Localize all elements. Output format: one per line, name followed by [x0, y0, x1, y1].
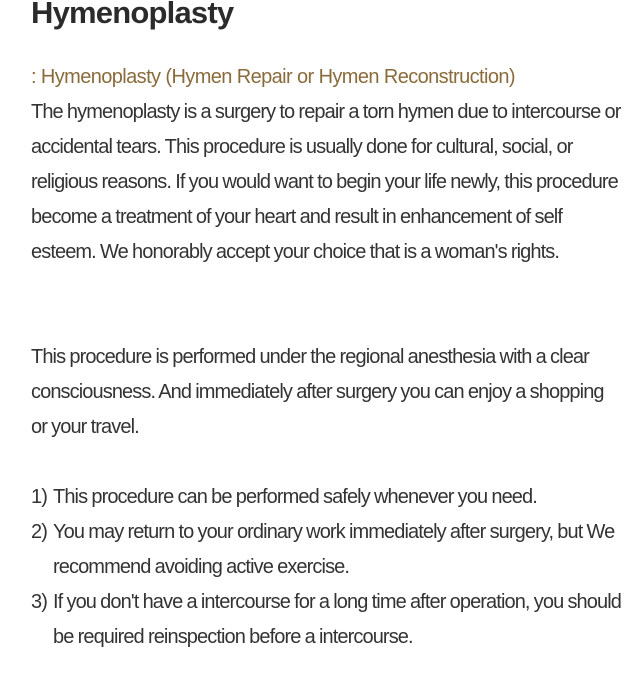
list-item-number: 2): [31, 521, 47, 543]
page-title: Hymenoplasty: [31, 0, 234, 30]
spacer: [31, 445, 621, 480]
list-item-text: This procedure can be performed safely whenever you need.: [53, 486, 537, 508]
list-item-number: 1): [31, 486, 47, 508]
list-item-text: You may return to your ordinary work immediately after surgery, but We recommend avoiding active exercise.: [53, 521, 615, 578]
procedure-paragraph: This procedure is performed under the regional anesthesia with a clear consciousness. And immediately after surgery you can enjoy a shopping or your travel.: [31, 346, 604, 438]
list-item: [31, 515, 621, 585]
page-content: [31, 0, 621, 655]
list-item: [31, 585, 621, 655]
list-item: [31, 480, 621, 515]
intro-paragraph: The hymenoplasty is a surgery to repair a torn hymen due to intercourse or accidental tears. This procedure is usually done for cultural, social, or religious reasons. If you would want to begin your life newly, this procedure become a treatment of your heart and result in enhancement of self esteem. We honorably accept your choice that is a woman's rights.: [31, 101, 621, 263]
list-item-number: 3): [31, 591, 47, 613]
section-subtitle: : Hymenoplasty (Hymen Repair or Hymen Reconstruction): [31, 66, 515, 88]
spacer: [31, 270, 621, 340]
benefits-list: [31, 480, 621, 655]
list-item-text: If you don't have a intercourse for a long time after operation, you should be required reinspection before a intercourse.: [53, 591, 621, 648]
